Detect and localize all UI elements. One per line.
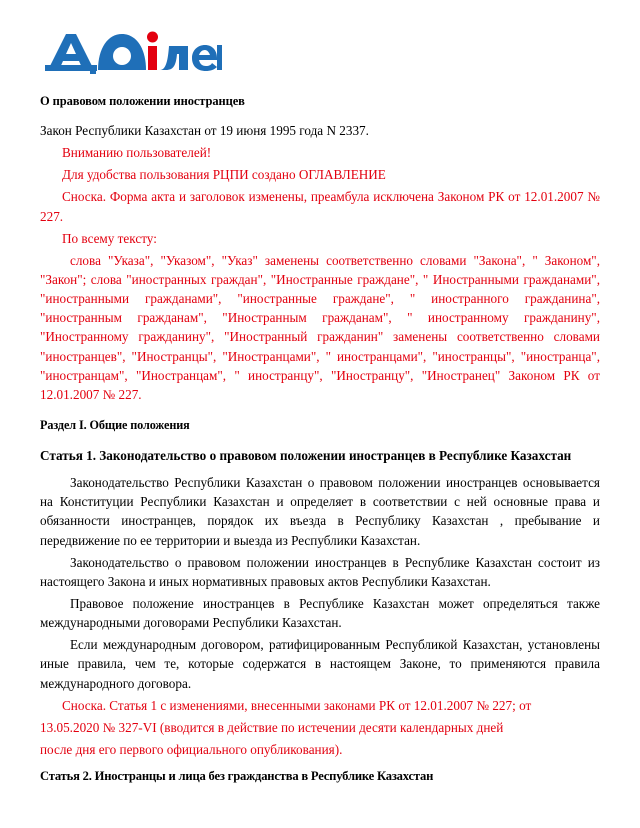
article-1-paragraph: Правовое положение иностранцев в Республике Казахстан может определяться также международными договорами Республики Казахстан. (40, 595, 600, 631)
notice-throughout-text: По всему тексту: (62, 230, 157, 246)
article-1-paragraph: Законодательство Республики Казахстан о правовом положении иностранцев основывается на Конституции Республики Казахстан и определяет в соответствии с ней основные права и обязанности иностранцев, порядок их въезда в Республику Казахстан , пребывание и передвижение по ее территории и выезда из Республики Казахстан. (40, 475, 600, 548)
amendment-block: слова "Указа", "Указом", "Указ" заменены соответственно словами "Закона", " Законом", "Закон"; слова "иностранных граждан", "Иностранные граждане", " Иностранными гражданами", "иностранными гражданами", "иностранные граждане", " иностранного гражданина", "иностранным гражданам", "Иностранным гражданам", " иностранному гражданину", "Иностранному гражданину", "Иностранный гражданин" заменены соответственно словами "иностранцев", "Иностранцы", "Иностранцами", " иностранцами", "иностранцы", "иностранца", "иностранцам", "Иностранцам", " иностранцу", "Иностранцу", "Иностранец" Законом РК от 12.01.2007 № 227. (40, 252, 600, 402)
article-1-heading: Статья 1. Законодательство о правовом положении иностранцев в Республике Казахстан (40, 447, 572, 463)
page-title: О правовом положении иностранцев (40, 94, 245, 108)
article-1-footnote: Сноска. Статья 1 с изменениями, внесенными законами РК от 12.01.2007 № 227; от (62, 697, 532, 713)
article-1-paragraph: Законодательство о правовом положении иностранцев в Республике Казахстан состоит из настоящего Закона и иных нормативных правовых актов Республики Казахстан. (40, 554, 600, 589)
law-reference: Закон Республики Казахстан от 19 июня 1995 года N 2337. (40, 123, 369, 138)
article-2-heading: Статья 2. Иностранцы и лица без гражданства в Республике Казахстан (40, 769, 434, 784)
notice-footnote: Сноска. Форма акта и заголовок изменены, преамбула исключена Законом РК от 12.01.2007 № 227. (40, 189, 600, 224)
article-1-paragraph: Если международным договором, ратифицированным Республикой Казахстан, установлены иные правила, чем те, которые содержатся в настоящем Законе, то применяются правила международного договора. (40, 637, 600, 691)
adilet-logo[interactable] (42, 26, 600, 80)
article-1-footnote-cont: после дня его первого официального опубликования). (40, 741, 343, 757)
section-heading: Раздел I. Общие положения (40, 417, 190, 432)
notice-users: Вниманию пользователей! (62, 145, 212, 161)
notice-toc: Для удобства пользования РЦПИ создано ОГЛАВЛЕНИЕ (62, 167, 386, 183)
article-1-footnote-cont: 13.05.2020 № 327-VI (вводится в действие по истечении десяти календарных дней (40, 719, 504, 735)
